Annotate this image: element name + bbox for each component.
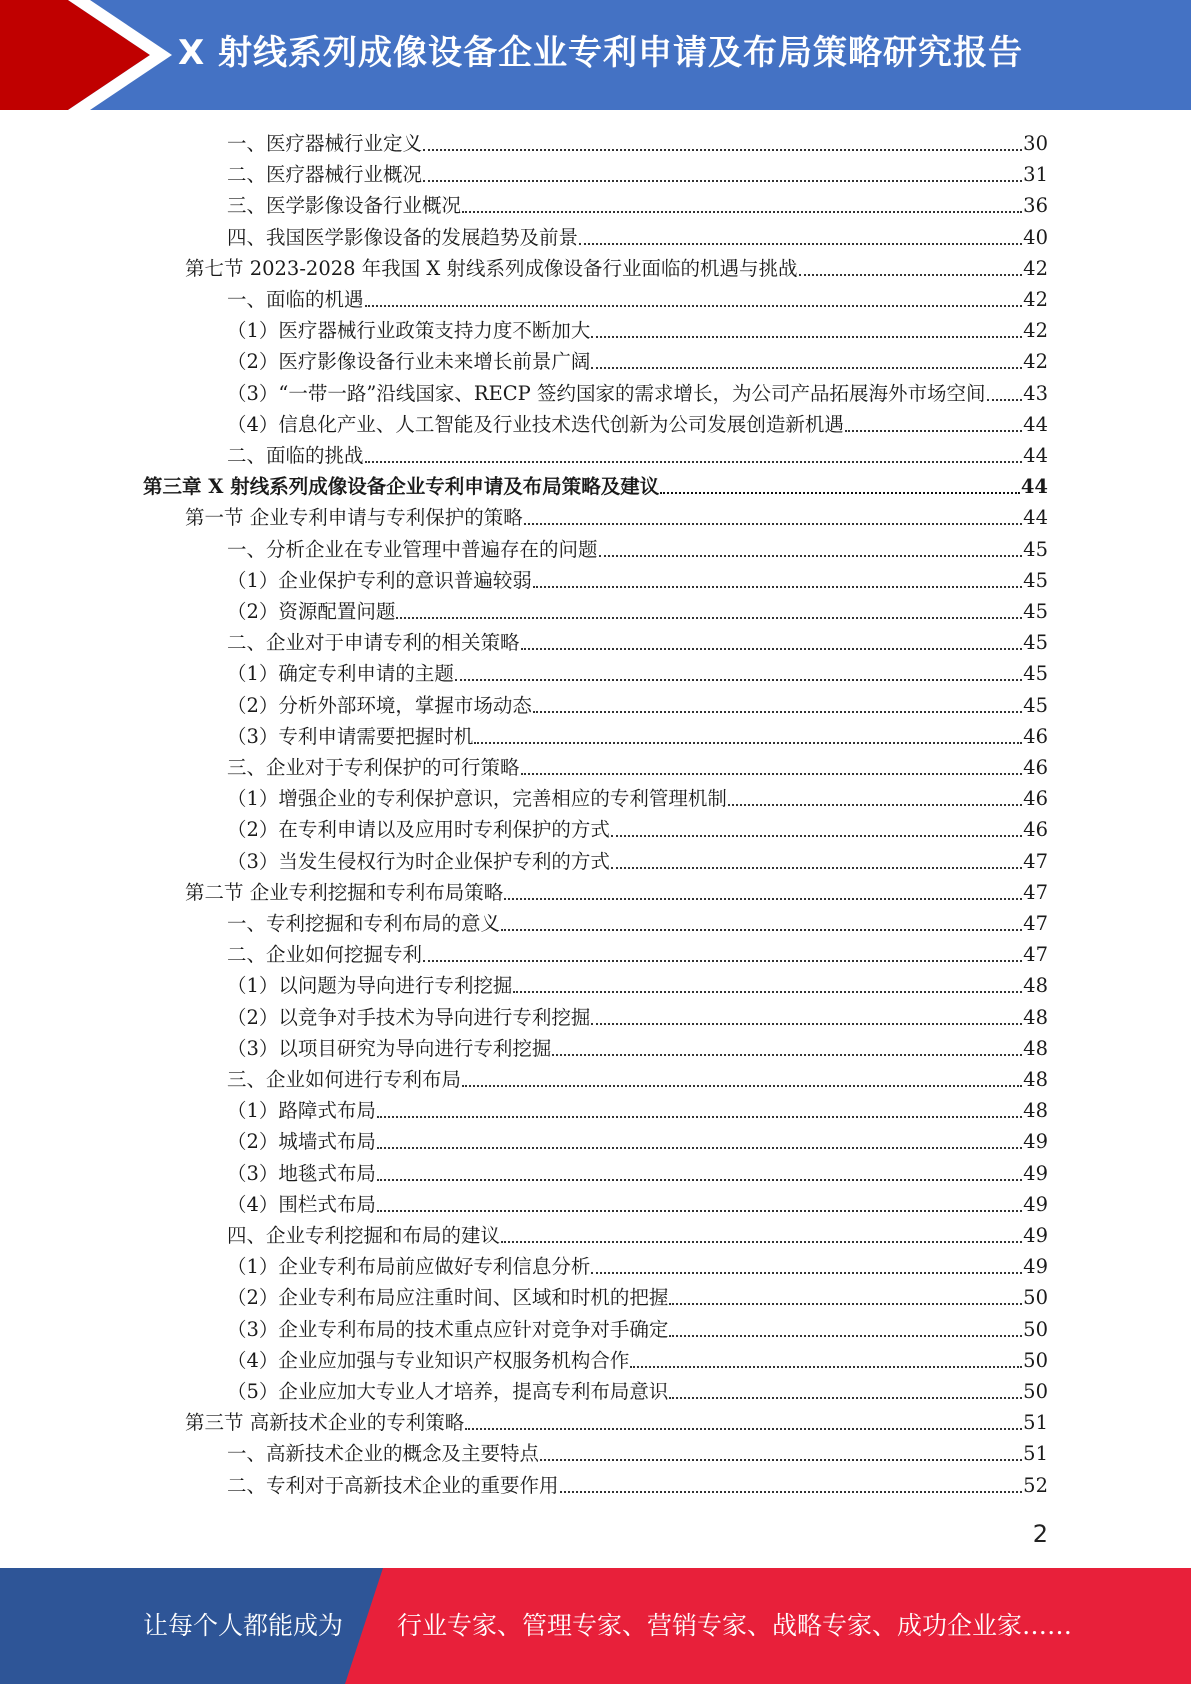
toc-entry-label: 第三章 X 射线系列成像设备企业专利申请及布局策略及建议 bbox=[143, 475, 660, 499]
toc-entry[interactable] bbox=[227, 1470, 1048, 1501]
toc-dot-leader bbox=[377, 1204, 1022, 1212]
toc-entry-label: 一、分析企业在专业管理中普遍存在的问题 bbox=[227, 537, 598, 561]
toc-entry[interactable] bbox=[227, 908, 1048, 939]
page-header bbox=[0, 0, 1191, 110]
toc-entry-label: 一、高新技术企业的概念及主要特点 bbox=[227, 1442, 540, 1466]
toc-entry-page: 45 bbox=[1023, 662, 1048, 686]
toc-dot-leader bbox=[521, 767, 1023, 775]
toc-entry-page: 48 bbox=[1023, 1005, 1048, 1029]
toc-dot-leader bbox=[540, 1453, 1022, 1461]
toc-entry[interactable] bbox=[227, 690, 1048, 721]
toc-entry-label: （4）围栏式布局 bbox=[227, 1192, 376, 1216]
toc-dot-leader bbox=[513, 985, 1022, 993]
report-title: X 射线系列成像设备企业专利申请及布局策略研究报告 bbox=[178, 33, 1024, 73]
toc-entry[interactable] bbox=[227, 1314, 1048, 1345]
toc-dot-leader bbox=[396, 611, 1022, 619]
toc-dot-leader bbox=[560, 1485, 1023, 1493]
toc-entry-page: 40 bbox=[1023, 225, 1048, 249]
toc-dot-leader bbox=[465, 1422, 1022, 1430]
toc-entry-label: 四、企业专利挖掘和布局的建议 bbox=[227, 1224, 501, 1247]
toc-entry-label: （1）增强企业的专利保护意识，完善相应的专利管理机制 bbox=[227, 787, 727, 811]
toc-entry-page: 43 bbox=[1023, 381, 1048, 405]
footer-slogan-right: 行业专家、管理专家、营销专家、战略专家、成功企业家…… bbox=[397, 1611, 1073, 1640]
toc-entry-page: 50 bbox=[1023, 1348, 1048, 1372]
toc-dot-leader bbox=[591, 330, 1022, 338]
toc-entry-page: 50 bbox=[1023, 1317, 1048, 1341]
toc-entry-page: 47 bbox=[1023, 912, 1048, 935]
toc-dot-leader bbox=[799, 268, 1023, 276]
toc-entry[interactable] bbox=[227, 1002, 1048, 1033]
toc-entry[interactable] bbox=[185, 877, 1048, 908]
toc-entry-label: （3）“一带一路”沿线国家、RECP 签约国家的需求增长，为公司产品拓展海外市场空间 bbox=[227, 381, 986, 405]
toc-entry[interactable] bbox=[227, 284, 1048, 315]
toc-entry-page: 42 bbox=[1023, 288, 1048, 311]
toc-entry[interactable] bbox=[227, 159, 1048, 190]
toc-entry[interactable] bbox=[227, 627, 1048, 658]
toc-entry[interactable] bbox=[185, 253, 1048, 284]
toc-entry[interactable] bbox=[227, 190, 1048, 221]
toc-entry-page: 51 bbox=[1023, 1411, 1048, 1435]
toc-entry-label: （1）企业保护专利的意识普遍较弱 bbox=[227, 568, 532, 592]
toc-entry[interactable] bbox=[227, 846, 1048, 877]
toc-entry-page: 46 bbox=[1023, 724, 1048, 748]
toc-entry-label: （3）当发生侵权行为时企业保护专利的方式 bbox=[227, 849, 610, 873]
toc-entry-label: 二、企业对于申请专利的相关策略 bbox=[227, 631, 520, 655]
toc-entry[interactable] bbox=[227, 378, 1048, 409]
toc-dot-leader bbox=[377, 1141, 1022, 1149]
toc-entry-page: 46 bbox=[1023, 756, 1048, 779]
toc-entry[interactable] bbox=[227, 440, 1048, 471]
toc-dot-leader bbox=[462, 1079, 1022, 1087]
toc-dot-leader bbox=[611, 829, 1022, 837]
toc-dot-leader bbox=[462, 205, 1022, 213]
toc-entry-label: （1）医疗器械行业政策支持力度不断加大 bbox=[227, 319, 591, 343]
page-footer bbox=[0, 1568, 1191, 1684]
toc-entry-page: 44 bbox=[1023, 506, 1048, 530]
toc-dot-leader bbox=[591, 1017, 1022, 1025]
toc-entry-label: 四、我国医学影像设备的发展趋势及前景 bbox=[227, 225, 579, 249]
toc-dot-leader bbox=[591, 1266, 1022, 1274]
toc-dot-leader bbox=[377, 1110, 1022, 1118]
toc-entry-label: （5）企业应加大专业人才培养，提高专利布局意识 bbox=[227, 1380, 669, 1403]
toc-dot-leader bbox=[728, 798, 1022, 806]
toc-entry-label: 第三节 高新技术企业的专利策略 bbox=[185, 1411, 465, 1435]
toc-entry-page: 44 bbox=[1023, 412, 1048, 436]
toc-dot-leader bbox=[474, 736, 1022, 744]
toc-dot-leader bbox=[521, 642, 1023, 650]
toc-entry-page: 36 bbox=[1023, 194, 1048, 218]
toc-entry[interactable] bbox=[185, 1407, 1048, 1438]
toc-entry-label: （1）路障式布局 bbox=[227, 1099, 376, 1123]
toc-entry-page: 50 bbox=[1023, 1380, 1048, 1403]
toc-entry[interactable] bbox=[227, 222, 1048, 253]
toc-entry[interactable] bbox=[227, 315, 1048, 346]
toc-entry[interactable] bbox=[227, 1189, 1048, 1220]
toc-entry-label: 第一节 企业专利申请与专利保护的策略 bbox=[185, 506, 523, 530]
toc-dot-leader bbox=[423, 143, 1022, 151]
toc-entry[interactable] bbox=[227, 970, 1048, 1001]
toc-dot-leader bbox=[987, 393, 1023, 401]
toc-entry-page: 48 bbox=[1023, 974, 1048, 998]
toc-dot-leader bbox=[533, 580, 1022, 588]
toc-entry-label: （2）以竞争对手技术为导向进行专利挖掘 bbox=[227, 1005, 591, 1029]
toc-entry[interactable] bbox=[227, 409, 1048, 440]
toc-entry-page: 46 bbox=[1023, 787, 1048, 811]
toc-entry[interactable] bbox=[227, 1282, 1048, 1313]
toc-entry-page: 49 bbox=[1023, 1192, 1048, 1216]
toc-entry-label: 二、医疗器械行业概况 bbox=[227, 163, 423, 187]
toc-entry[interactable] bbox=[227, 783, 1048, 814]
toc-entry-page: 49 bbox=[1023, 1255, 1048, 1279]
toc-dot-leader bbox=[552, 1048, 1022, 1056]
footer-slogan-left: 让每个人都能成为 bbox=[143, 1611, 344, 1640]
toc-entry-page: 51 bbox=[1023, 1442, 1048, 1466]
toc-dot-leader bbox=[533, 705, 1022, 713]
toc-entry-label: （3）企业专利布局的技术重点应针对竞争对手确定 bbox=[227, 1317, 669, 1341]
toc-entry-label: 二、专利对于高新技术企业的重要作用 bbox=[227, 1473, 559, 1497]
toc-dot-leader bbox=[504, 892, 1022, 900]
toc-entry-label: 一、面临的机遇 bbox=[227, 288, 364, 311]
toc-entry-label: 三、企业如何进行专利布局 bbox=[227, 1068, 462, 1091]
toc-dot-leader bbox=[365, 455, 1023, 463]
toc-dot-leader bbox=[845, 424, 1022, 432]
toc-entry[interactable] bbox=[227, 565, 1048, 596]
toc-entry-page: 42 bbox=[1023, 256, 1048, 280]
toc-entry-page: 48 bbox=[1023, 1099, 1048, 1123]
toc-entry-page: 44 bbox=[1023, 444, 1048, 467]
toc-dot-leader bbox=[455, 673, 1022, 681]
toc-entry-label: （4）信息化产业、人工智能及行业技术迭代创新为公司发展创造新机遇 bbox=[227, 412, 844, 436]
toc-entry-page: 49 bbox=[1023, 1130, 1048, 1154]
toc-entry-page: 48 bbox=[1023, 1036, 1048, 1060]
toc-entry[interactable] bbox=[227, 814, 1048, 845]
toc-dot-leader bbox=[599, 549, 1023, 557]
toc-entry-label: 一、医疗器械行业定义 bbox=[227, 132, 423, 155]
toc-entry-label: 一、专利挖掘和专利布局的意义 bbox=[227, 912, 501, 935]
toc-entry[interactable] bbox=[227, 1345, 1048, 1376]
toc-entry[interactable] bbox=[227, 1376, 1048, 1407]
toc-entry-page: 44 bbox=[1020, 475, 1048, 499]
toc-entry-page: 31 bbox=[1023, 163, 1048, 187]
toc-entry-page: 47 bbox=[1023, 943, 1048, 967]
toc-entry[interactable] bbox=[227, 721, 1048, 752]
toc-entry-page: 49 bbox=[1023, 1224, 1048, 1247]
toc-entry-page: 49 bbox=[1023, 1161, 1048, 1185]
toc-entry[interactable] bbox=[227, 939, 1048, 970]
toc-entry[interactable] bbox=[227, 658, 1048, 689]
toc-dot-leader bbox=[423, 174, 1022, 182]
toc-entry-label: （1）确定专利申请的主题 bbox=[227, 662, 454, 686]
toc-entry-label: （2）企业专利布局应注重时间、区域和时机的把握 bbox=[227, 1286, 669, 1310]
toc-entry-page: 30 bbox=[1023, 132, 1048, 155]
toc-dot-leader bbox=[591, 361, 1022, 369]
toc-entry-label: 二、企业如何挖掘专利 bbox=[227, 943, 423, 967]
toc-entry-label: 第二节 企业专利挖掘和专利布局策略 bbox=[185, 880, 504, 904]
toc-dot-leader bbox=[660, 486, 1020, 494]
toc-entry-page: 42 bbox=[1023, 319, 1048, 343]
toc-entry-label: （2）城墙式布局 bbox=[227, 1130, 376, 1154]
page-number: 2 bbox=[1032, 1520, 1048, 1548]
toc-dot-leader bbox=[365, 299, 1023, 307]
toc-entry[interactable] bbox=[227, 1438, 1048, 1469]
toc-entry-page: 45 bbox=[1023, 631, 1048, 655]
toc-entry[interactable] bbox=[227, 752, 1048, 783]
toc-entry-label: 三、医学影像设备行业概况 bbox=[227, 194, 462, 218]
toc-entry-page: 45 bbox=[1023, 600, 1048, 623]
toc-entry-label: （2）资源配置问题 bbox=[227, 600, 396, 623]
toc-entry[interactable] bbox=[227, 1126, 1048, 1157]
toc-entry-page: 47 bbox=[1023, 849, 1048, 873]
toc-entry-page: 47 bbox=[1023, 880, 1048, 904]
toc-entry-page: 42 bbox=[1023, 350, 1048, 374]
toc-dot-leader bbox=[611, 861, 1022, 869]
toc-entry-label: 三、企业对于专利保护的可行策略 bbox=[227, 756, 520, 779]
toc-entry[interactable] bbox=[227, 1220, 1048, 1251]
toc-entry[interactable] bbox=[227, 346, 1048, 377]
toc-entry-page: 52 bbox=[1023, 1473, 1048, 1497]
toc-entry[interactable] bbox=[227, 1033, 1048, 1064]
toc-entry-label: （2）医疗影像设备行业未来增长前景广阔 bbox=[227, 350, 591, 374]
toc-entry-label: （1）企业专利布局前应做好专利信息分析 bbox=[227, 1255, 591, 1279]
toc-dot-leader bbox=[579, 237, 1022, 245]
toc-entry-label: （3）专利申请需要把握时机 bbox=[227, 724, 474, 748]
toc-entry-label: 二、面临的挑战 bbox=[227, 444, 364, 467]
toc-entry-page: 46 bbox=[1023, 818, 1048, 842]
toc-entry-label: （2）分析外部环境，掌握市场动态 bbox=[227, 693, 532, 717]
toc-entry-page: 48 bbox=[1023, 1068, 1048, 1091]
toc-entry-label: （2）在专利申请以及应用时专利保护的方式 bbox=[227, 818, 610, 842]
toc-dot-leader bbox=[669, 1297, 1022, 1305]
toc-dot-leader bbox=[524, 517, 1022, 525]
toc-dot-leader bbox=[501, 923, 1022, 931]
toc-entry-page: 45 bbox=[1023, 568, 1048, 592]
toc-entry-label: （4）企业应加强与专业知识产权服务机构合作 bbox=[227, 1348, 630, 1372]
toc-entry[interactable] bbox=[143, 471, 1048, 502]
toc-dot-leader bbox=[669, 1329, 1022, 1337]
toc-entry[interactable] bbox=[227, 596, 1048, 627]
toc-entry-label: （3）地毯式布局 bbox=[227, 1161, 376, 1185]
toc-dot-leader bbox=[423, 954, 1022, 962]
toc-entry-page: 50 bbox=[1023, 1286, 1048, 1310]
toc-dot-leader bbox=[377, 1173, 1022, 1181]
toc-entry[interactable] bbox=[227, 1064, 1048, 1095]
toc-entry[interactable] bbox=[185, 502, 1048, 533]
toc-entry[interactable] bbox=[227, 1251, 1048, 1282]
toc-entry-label: 第七节 2023-2028 年我国 X 射线系列成像设备行业面临的机遇与挑战 bbox=[185, 256, 798, 280]
toc-entry-page: 45 bbox=[1023, 693, 1048, 717]
toc-entry-page: 45 bbox=[1023, 537, 1048, 561]
toc-entry[interactable] bbox=[227, 1158, 1048, 1189]
toc-entry-label: （1）以问题为导向进行专利挖掘 bbox=[227, 974, 513, 998]
toc-entry[interactable] bbox=[227, 534, 1048, 565]
toc-entry[interactable] bbox=[227, 128, 1048, 159]
toc-entry[interactable] bbox=[227, 1095, 1048, 1126]
toc-dot-leader bbox=[630, 1360, 1022, 1368]
toc-entry-label: （3）以项目研究为导向进行专利挖掘 bbox=[227, 1036, 552, 1060]
toc-dot-leader bbox=[669, 1391, 1022, 1399]
toc-dot-leader bbox=[501, 1235, 1022, 1243]
